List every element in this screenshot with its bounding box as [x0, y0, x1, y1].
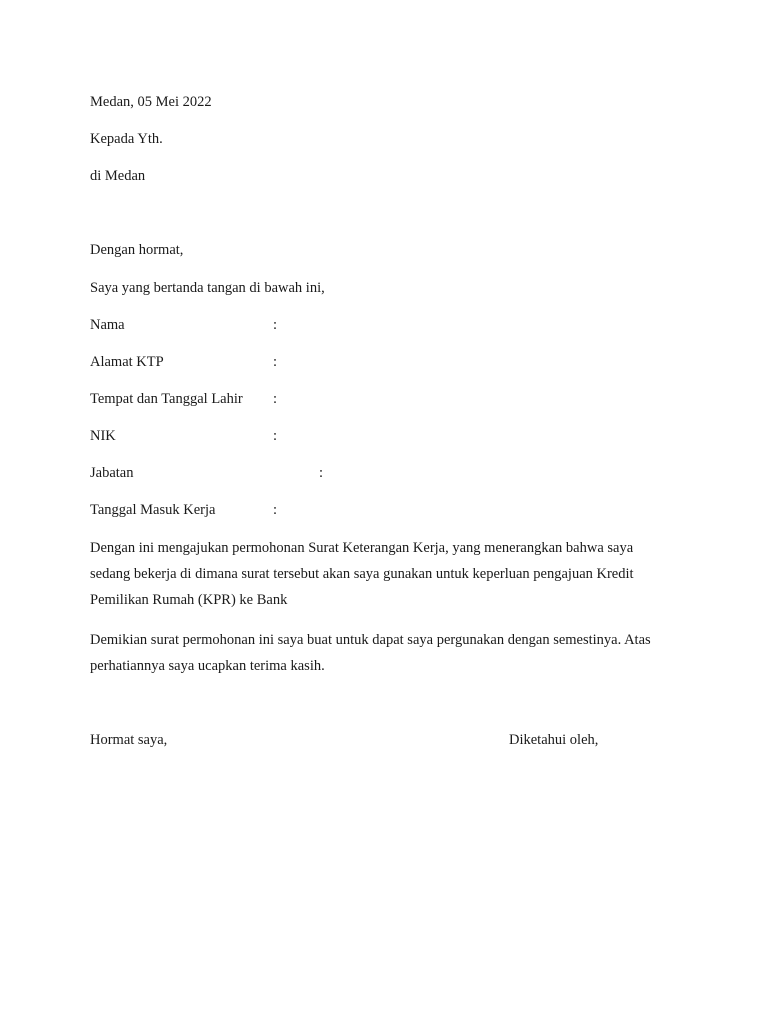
- closing-line-1: Demikian surat permohonan ini saya buat untuk dapat saya pergunakan dengan semestinya. Atas: [90, 632, 651, 648]
- field-colon-tanggal-masuk: :: [273, 502, 278, 518]
- field-colon-jabatan: :: [319, 465, 324, 481]
- sign-left: Hormat saya,: [90, 732, 168, 748]
- body-line-2: sedang bekerja di dimana surat tersebut akan saya gunakan untuk keperluan pengajuan Kredit: [90, 566, 634, 582]
- recipient-location: di Medan: [90, 168, 146, 184]
- field-colon-alamat-ktp: :: [273, 354, 278, 370]
- field-label-jabatan: Jabatan: [90, 465, 134, 481]
- sign-right: Diketahui oleh,: [509, 732, 599, 748]
- body-line-1: Dengan ini mengajukan permohonan Surat Keterangan Kerja, yang menerangkan bahwa saya: [90, 540, 634, 556]
- field-label-nama: Nama: [90, 317, 125, 333]
- closing-line-2: perhatiannya saya ucapkan terima kasih.: [90, 658, 325, 674]
- body-line-3: Pemilikan Rumah (KPR) ke Bank: [90, 592, 288, 608]
- field-label-nik: NIK: [90, 428, 116, 444]
- field-colon-nik: :: [273, 428, 278, 444]
- field-label-tanggal-masuk: Tanggal Masuk Kerja: [90, 502, 216, 518]
- greeting: Dengan hormat,: [90, 242, 184, 258]
- recipient-line: Kepada Yth.: [90, 131, 163, 147]
- field-colon-ttl: :: [273, 391, 278, 407]
- date-line: Medan, 05 Mei 2022: [90, 94, 212, 110]
- field-colon-nama: :: [273, 317, 278, 333]
- closing-paragraph: [90, 627, 690, 679]
- body-paragraph: [90, 535, 690, 613]
- intro-line: Saya yang bertanda tangan di bawah ini,: [90, 280, 325, 296]
- field-label-ttl: Tempat dan Tanggal Lahir: [90, 391, 243, 407]
- field-label-alamat-ktp: Alamat KTP: [90, 354, 164, 370]
